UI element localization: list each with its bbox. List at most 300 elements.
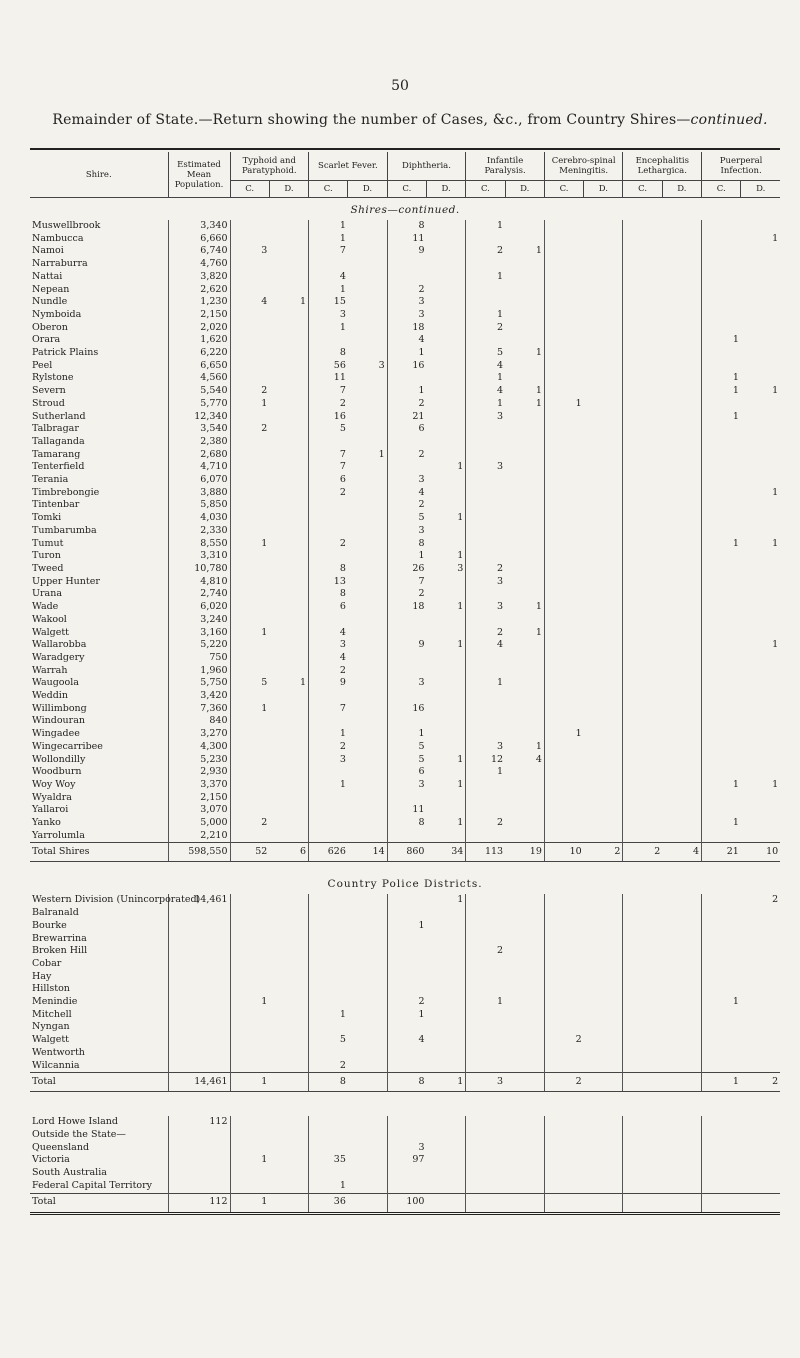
- population-cell: [168, 1142, 230, 1155]
- deaths-cell: [505, 677, 544, 690]
- cases-cell: [309, 690, 348, 703]
- cases-cell: 1: [230, 703, 269, 716]
- row-label: Stroud: [32, 397, 65, 409]
- deaths-cell: [662, 461, 701, 474]
- cases-cell: [230, 258, 269, 271]
- row-label: Bourke: [32, 919, 67, 931]
- deaths-cell: [584, 309, 623, 322]
- cases-cell: [466, 933, 505, 946]
- cases-cell: [544, 423, 583, 436]
- deaths-cell: [505, 525, 544, 538]
- cases-cell: [230, 474, 269, 487]
- deaths-cell: [741, 1180, 780, 1193]
- cases-cell: [387, 614, 426, 627]
- deaths-cell: [426, 1193, 465, 1213]
- deaths-cell: [584, 474, 623, 487]
- cases-cell: [702, 499, 741, 512]
- deaths-cell: [662, 958, 701, 971]
- deaths-cell: [348, 525, 387, 538]
- deaths-cell: [269, 385, 308, 398]
- row-label: South Australia: [32, 1167, 107, 1179]
- cases-cell: 4: [466, 385, 505, 398]
- deaths-cell: [269, 1154, 308, 1167]
- caption-continued: continued.: [690, 112, 768, 128]
- deaths-cell: [662, 1142, 701, 1155]
- cases-cell: [387, 1167, 426, 1180]
- cases-cell: [623, 1009, 662, 1022]
- cases-cell: [230, 525, 269, 538]
- cases-cell: 3: [387, 1142, 426, 1155]
- cases-cell: [623, 550, 662, 563]
- cases-cell: 1: [544, 398, 583, 411]
- deaths-cell: [269, 1034, 308, 1047]
- cases-cell: 2: [466, 627, 505, 640]
- cases-cell: [544, 1116, 583, 1129]
- cases-cell: [544, 804, 583, 817]
- cases-cell: [623, 1154, 662, 1167]
- row-label: Orara: [32, 334, 61, 346]
- cases-cell: [623, 728, 662, 741]
- cases-cell: [702, 1154, 741, 1167]
- deaths-cell: 1: [772, 486, 779, 498]
- header-row: [30, 152, 780, 181]
- deaths-cell: [741, 1060, 780, 1073]
- cases-cell: [466, 1047, 505, 1060]
- population-cell: [168, 920, 230, 933]
- row-label: Yarrolumla: [32, 829, 85, 841]
- deaths-cell: [505, 449, 544, 462]
- cases-cell: 9: [309, 677, 348, 690]
- cases-cell: [309, 436, 348, 449]
- deaths-cell: [741, 436, 780, 449]
- d-header: D.: [662, 181, 701, 198]
- deaths-cell: [426, 907, 465, 920]
- cases-cell: 4: [309, 627, 348, 640]
- deaths-cell: [269, 372, 308, 385]
- cases-cell: [387, 715, 426, 728]
- row-label: Wallarobba: [32, 639, 87, 651]
- deaths-cell: 3: [457, 562, 464, 574]
- deaths-cell: [741, 766, 780, 779]
- cases-cell: 18: [387, 322, 426, 335]
- population-cell: 5,230: [168, 754, 230, 767]
- deaths-cell: [505, 728, 544, 741]
- cases-cell: [702, 1009, 741, 1022]
- cases-cell: 7: [309, 245, 348, 258]
- cases-cell: [623, 563, 662, 576]
- row-label: Broken Hill: [32, 945, 88, 957]
- cases-cell: [544, 499, 583, 512]
- table-row: [30, 436, 780, 449]
- row-label: Hillston: [32, 983, 70, 995]
- deaths-cell: [584, 894, 623, 907]
- table-row: [30, 576, 780, 589]
- cases-cell: [544, 538, 583, 551]
- cases-cell: 1: [702, 411, 741, 424]
- cases-cell: [623, 436, 662, 449]
- total-row: [30, 1193, 780, 1213]
- cases-cell: [702, 245, 741, 258]
- deaths-cell: [426, 449, 465, 462]
- deaths-cell: [348, 1142, 387, 1155]
- deaths-cell: [741, 920, 780, 933]
- deaths-cell: [584, 525, 623, 538]
- cases-cell: [544, 958, 583, 971]
- cases-cell: [544, 474, 583, 487]
- cases-cell: 8: [387, 817, 426, 830]
- table-row: [30, 538, 780, 551]
- cases-cell: 3: [387, 309, 426, 322]
- deaths-cell: [741, 271, 780, 284]
- deaths-cell: [269, 461, 308, 474]
- cases-cell: 3: [466, 741, 505, 754]
- cases-cell: 7: [309, 385, 348, 398]
- deaths-cell: [269, 715, 308, 728]
- deaths-cell: [269, 983, 308, 996]
- deaths-cell: [348, 614, 387, 627]
- cases-cell: 5: [309, 423, 348, 436]
- table-row: [30, 512, 780, 525]
- cases-cell: [309, 817, 348, 830]
- deaths-cell: [269, 398, 308, 411]
- cases-cell: 1: [230, 1073, 269, 1092]
- population-cell: 5,000: [168, 817, 230, 830]
- cases-cell: 36: [309, 1193, 348, 1213]
- deaths-cell: [741, 652, 780, 665]
- cases-cell: [702, 804, 741, 817]
- row-label: Total Shires: [30, 843, 168, 862]
- population-cell: [168, 945, 230, 958]
- cases-cell: 1: [309, 322, 348, 335]
- row-label: Cobar: [32, 957, 62, 969]
- cases-cell: [309, 512, 348, 525]
- cases-cell: [230, 1021, 269, 1034]
- deaths-cell: [348, 817, 387, 830]
- deaths-cell: [741, 449, 780, 462]
- cases-cell: [702, 563, 741, 576]
- table-row: [30, 945, 780, 958]
- row-label: Willimbong: [32, 702, 87, 714]
- deaths-cell: [584, 1047, 623, 1060]
- cases-cell: [309, 1129, 348, 1142]
- table-row: [30, 1047, 780, 1060]
- cases-cell: [544, 792, 583, 805]
- deaths-cell: [269, 449, 308, 462]
- cases-cell: 7: [309, 461, 348, 474]
- deaths-cell: 1: [300, 677, 307, 689]
- deaths-cell: [426, 309, 465, 322]
- cases-cell: [387, 258, 426, 271]
- cases-cell: [309, 830, 348, 843]
- cases-cell: [466, 1193, 505, 1213]
- cases-cell: [309, 996, 348, 1009]
- deaths-cell: [426, 933, 465, 946]
- cases-cell: [544, 715, 583, 728]
- deaths-cell: [584, 1034, 623, 1047]
- deaths-cell: [662, 372, 701, 385]
- deaths-cell: [584, 1021, 623, 1034]
- deaths-cell: [741, 677, 780, 690]
- cases-cell: [387, 1021, 426, 1034]
- deaths-cell: [662, 499, 701, 512]
- deaths-cell: [584, 550, 623, 563]
- deaths-cell: [741, 258, 780, 271]
- cases-cell: [544, 996, 583, 1009]
- d-header: D.: [269, 181, 308, 198]
- cases-cell: 10: [544, 843, 583, 862]
- cases-cell: [230, 1167, 269, 1180]
- cases-cell: 15: [309, 296, 348, 309]
- deaths-cell: [505, 690, 544, 703]
- row-label: Queensland: [32, 1141, 90, 1153]
- cases-cell: 1: [230, 627, 269, 640]
- deaths-cell: [584, 971, 623, 984]
- deaths-cell: 1: [457, 778, 464, 790]
- cases-cell: 1: [702, 538, 741, 551]
- population-cell: 14,461: [168, 894, 230, 907]
- cases-cell: 860: [387, 843, 426, 862]
- table-row: [30, 258, 780, 271]
- cases-cell: [623, 715, 662, 728]
- deaths-cell: 1: [457, 894, 464, 906]
- cases-cell: [623, 1047, 662, 1060]
- population-cell: 3,310: [168, 550, 230, 563]
- section-heading-row: [30, 200, 780, 220]
- table-row: [30, 1142, 780, 1155]
- deaths-cell: 1: [426, 1073, 465, 1092]
- cases-cell: [309, 1116, 348, 1129]
- table-row: [30, 1034, 780, 1047]
- cases-cell: [623, 309, 662, 322]
- cases-cell: 1: [702, 1073, 741, 1092]
- cases-cell: 5: [387, 754, 426, 767]
- deaths-cell: 1: [300, 296, 307, 308]
- deaths-cell: [662, 920, 701, 933]
- deaths-cell: 4: [535, 753, 542, 765]
- row-label: Wingadee: [32, 728, 80, 740]
- cases-cell: [230, 920, 269, 933]
- cases-cell: [466, 1167, 505, 1180]
- deaths-cell: [662, 1180, 701, 1193]
- cases-cell: 3: [387, 677, 426, 690]
- deaths-cell: [426, 920, 465, 933]
- cases-cell: [466, 690, 505, 703]
- deaths-cell: [662, 639, 701, 652]
- cases-cell: [466, 233, 505, 246]
- deaths-cell: [348, 499, 387, 512]
- cases-cell: [702, 754, 741, 767]
- cases-cell: [230, 958, 269, 971]
- d-header: D.: [741, 181, 780, 198]
- cases-cell: [466, 907, 505, 920]
- cases-cell: [466, 971, 505, 984]
- row-label: Brewarrina: [32, 932, 87, 944]
- population-cell: 12,340: [168, 411, 230, 424]
- deaths-cell: [505, 1116, 544, 1129]
- cases-cell: [702, 728, 741, 741]
- deaths-cell: [584, 296, 623, 309]
- cases-cell: [702, 639, 741, 652]
- page-number: 50: [391, 78, 409, 94]
- cases-cell: 5: [466, 347, 505, 360]
- cases-cell: [309, 766, 348, 779]
- deaths-cell: [269, 245, 308, 258]
- cases-cell: 1: [466, 271, 505, 284]
- cases-cell: [387, 372, 426, 385]
- deaths-cell: [426, 1116, 465, 1129]
- cases-cell: [702, 627, 741, 640]
- deaths-cell: [269, 830, 308, 843]
- deaths-cell: 1: [457, 639, 464, 651]
- deaths-cell: [584, 665, 623, 678]
- cases-cell: 1: [702, 385, 741, 398]
- deaths-cell: [426, 830, 465, 843]
- cases-cell: [387, 907, 426, 920]
- deaths-cell: [584, 334, 623, 347]
- cases-cell: [544, 779, 583, 792]
- cases-cell: [702, 1021, 741, 1034]
- population-cell: 4,760: [168, 258, 230, 271]
- cases-cell: [544, 1047, 583, 1060]
- deaths-cell: [741, 1116, 780, 1129]
- deaths-cell: [348, 1009, 387, 1022]
- cases-cell: 4: [387, 334, 426, 347]
- deaths-cell: [662, 284, 701, 297]
- deaths-cell: [584, 715, 623, 728]
- cases-cell: 1: [230, 398, 269, 411]
- cases-cell: [230, 550, 269, 563]
- cases-cell: [309, 792, 348, 805]
- deaths-cell: [662, 1167, 701, 1180]
- population-cell: 3,540: [168, 423, 230, 436]
- cases-cell: [702, 830, 741, 843]
- deaths-cell: [662, 411, 701, 424]
- cases-cell: [544, 983, 583, 996]
- deaths-cell: [426, 1034, 465, 1047]
- cases-cell: 3: [309, 754, 348, 767]
- population-cell: 6,020: [168, 601, 230, 614]
- row-label: Nundle: [32, 296, 68, 308]
- cases-cell: [702, 322, 741, 335]
- cases-cell: 2: [466, 817, 505, 830]
- deaths-cell: [269, 792, 308, 805]
- cases-cell: [466, 296, 505, 309]
- cases-cell: 2: [466, 563, 505, 576]
- cases-cell: [466, 1154, 505, 1167]
- cases-cell: [309, 894, 348, 907]
- deaths-cell: [584, 945, 623, 958]
- deaths-cell: 34: [426, 843, 465, 862]
- deaths-cell: [741, 309, 780, 322]
- deaths-cell: [662, 933, 701, 946]
- total-row: [30, 1073, 780, 1092]
- deaths-cell: [584, 933, 623, 946]
- cases-cell: [623, 258, 662, 271]
- deaths-cell: [269, 220, 308, 233]
- cases-cell: 1: [309, 233, 348, 246]
- row-label: Oberon: [32, 321, 68, 333]
- deaths-cell: [662, 233, 701, 246]
- deaths-cell: [584, 703, 623, 716]
- deaths-cell: [741, 754, 780, 767]
- shire-header: Shire.: [30, 152, 168, 198]
- deaths-cell: 3: [378, 359, 385, 371]
- deaths-cell: [584, 1142, 623, 1155]
- cases-cell: [702, 945, 741, 958]
- cases-cell: [309, 715, 348, 728]
- deaths-cell: [269, 233, 308, 246]
- cases-cell: [702, 766, 741, 779]
- table-row: [30, 983, 780, 996]
- population-cell: 6,660: [168, 233, 230, 246]
- cases-cell: [623, 474, 662, 487]
- deaths-cell: [662, 907, 701, 920]
- cases-cell: [623, 639, 662, 652]
- cases-cell: [623, 576, 662, 589]
- cases-cell: [702, 474, 741, 487]
- cases-cell: [309, 258, 348, 271]
- deaths-cell: [269, 474, 308, 487]
- table-row: [30, 792, 780, 805]
- deaths-cell: [662, 385, 701, 398]
- cases-cell: [230, 792, 269, 805]
- cases-cell: [230, 588, 269, 601]
- cases-cell: [623, 1034, 662, 1047]
- deaths-cell: [426, 665, 465, 678]
- population-cell: 1,620: [168, 334, 230, 347]
- c-header: C.: [230, 181, 269, 198]
- deaths-cell: [741, 284, 780, 297]
- deaths-cell: [348, 715, 387, 728]
- cases-cell: [387, 894, 426, 907]
- table-row: [30, 499, 780, 512]
- deaths-cell: [741, 322, 780, 335]
- deaths-cell: [662, 627, 701, 640]
- deaths-cell: [505, 817, 544, 830]
- cases-cell: 2: [309, 741, 348, 754]
- deaths-cell: [741, 245, 780, 258]
- deaths-cell: [662, 1129, 701, 1142]
- deaths-cell: [269, 996, 308, 1009]
- cases-cell: [466, 958, 505, 971]
- table-row: [30, 715, 780, 728]
- cases-cell: 1: [309, 1180, 348, 1193]
- cases-cell: 3: [466, 601, 505, 614]
- deaths-cell: [269, 1021, 308, 1034]
- population-cell: 3,370: [168, 779, 230, 792]
- cases-cell: [623, 652, 662, 665]
- deaths-cell: [584, 487, 623, 500]
- deaths-cell: [269, 1193, 308, 1213]
- deaths-cell: [584, 690, 623, 703]
- cases-cell: [466, 449, 505, 462]
- cases-cell: [230, 436, 269, 449]
- population-cell: 6,650: [168, 360, 230, 373]
- cases-cell: [466, 665, 505, 678]
- row-label: Wingecarribee: [32, 740, 103, 752]
- cases-cell: 2: [387, 398, 426, 411]
- deaths-cell: [505, 830, 544, 843]
- deaths-cell: [505, 322, 544, 335]
- deaths-cell: [505, 309, 544, 322]
- population-cell: [168, 1034, 230, 1047]
- cases-cell: 2: [466, 945, 505, 958]
- section-heading: Shires—continued.: [350, 203, 460, 216]
- deaths-cell: [426, 499, 465, 512]
- cases-cell: [623, 284, 662, 297]
- cases-cell: 2: [623, 843, 662, 862]
- cases-cell: [702, 652, 741, 665]
